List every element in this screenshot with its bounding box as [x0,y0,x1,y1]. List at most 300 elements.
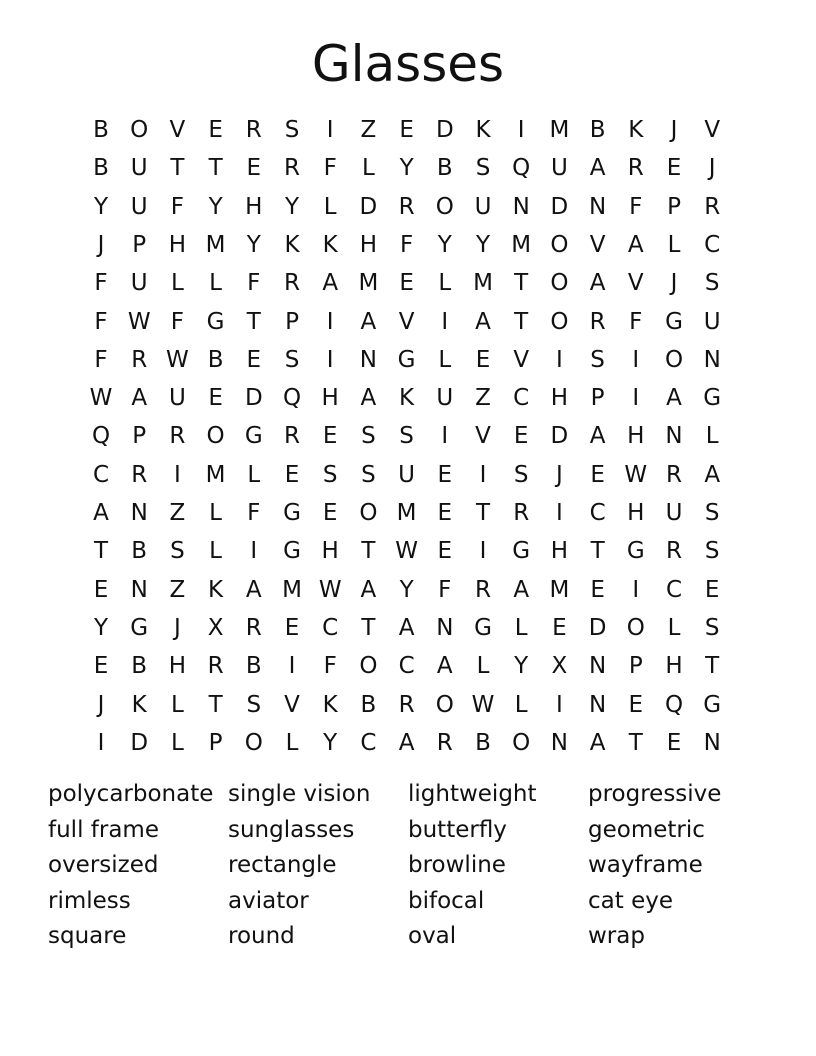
grid-letter: Y [399,576,414,603]
grid-letter: A [93,500,109,526]
grid-letter: G [474,614,492,641]
grid-letter: G [703,385,722,412]
grid-letter: L [170,691,184,718]
grid-letter: S [322,461,338,488]
grid-letter: P [132,231,147,258]
grid-letter: L [667,614,681,641]
grid-letter: I [441,308,449,335]
grid-letter: E [513,423,529,450]
grid-letter: Q [282,385,302,412]
grid-letter: R [284,155,300,182]
grid-letter: F [629,308,643,335]
grid-letter: R [475,576,491,603]
grid-letter: H [321,385,339,412]
grid-letter: E [284,461,300,488]
grid-letter: H [550,538,569,565]
grid-letter: P [208,729,223,756]
grid-letter: R [284,270,300,297]
grid-letter: B [360,691,377,718]
grid-letter: B [207,346,224,373]
grid-letter: J [97,691,105,718]
grid-letter: E [590,576,605,603]
grid-letter: M [511,231,532,258]
grid-letter: T [590,538,605,565]
grid-letter: E [666,729,682,756]
grid-letter: L [247,461,261,488]
grid-letter: M [358,270,379,297]
grid-letter: F [94,270,108,297]
word-item: single vision [228,781,371,807]
grid-letter: C [665,576,683,603]
grid-letter: A [360,576,377,603]
grid-letter: F [629,193,643,220]
grid-letter: A [436,653,453,680]
grid-letter: T [361,614,376,641]
grid-letter: J [173,614,181,641]
word-item: progressive [588,781,722,807]
grid-letter: C [398,653,415,680]
grid-letter: N [130,500,148,526]
grid-letter: P [132,423,147,450]
grid-letter: O [359,653,378,680]
grid-letter: S [246,691,262,718]
grid-letter: W [166,346,189,373]
grid-letter: T [475,500,491,526]
grid-letter: W [395,538,418,565]
word-item: sunglasses [228,816,355,843]
grid-letter: S [704,500,720,526]
grid-letter: N [588,691,607,718]
grid-letter: W [318,576,342,603]
grid-letter: Y [208,193,223,220]
grid-letter: E [208,385,223,412]
grid-letter: M [549,117,570,143]
grid-letter: S [399,423,414,450]
grid-letter: O [206,423,225,450]
word-item: aviator [228,887,309,914]
grid-letter: S [170,538,185,565]
grid-letter: J [555,461,563,488]
grid-letter: U [168,385,186,412]
grid-letter: H [550,385,569,412]
word-item: lightweight [408,781,537,807]
grid-letter: N [703,729,721,756]
grid-letter: E [437,461,453,488]
grid-letter: N [703,346,721,373]
grid-letter: E [437,538,453,565]
grid-letter: U [130,193,148,220]
grid-letter: R [589,308,606,335]
grid-letter: D [550,193,569,220]
grid-letter: Z [475,385,491,412]
word-item: cat eye [588,887,673,914]
grid-letter: I [517,117,525,143]
grid-letter: E [322,423,338,450]
grid-letter: R [131,346,148,373]
grid-letter: Y [93,614,109,641]
grid-letter: G [512,538,531,565]
grid-letter: B [93,155,109,182]
grid-letter: Y [246,231,261,258]
grid-letter: A [589,423,606,450]
grid-letter: G [130,614,149,641]
grid-letter: V [169,117,186,143]
grid-letter: L [361,155,375,182]
grid-letter: O [435,193,454,220]
grid-letter: Y [437,231,452,258]
grid-letter: T [208,155,223,182]
grid-letter: D [588,614,607,641]
grid-letter: M [205,461,226,488]
grid-letter: O [435,691,454,718]
grid-letter: P [590,385,605,412]
grid-letter: O [664,346,684,373]
grid-letter: I [97,729,105,756]
grid-letter: A [666,385,682,412]
grid-letter: W [624,461,648,488]
grid-letter: V [513,346,530,373]
grid-letter: F [399,231,414,258]
grid-letter: R [169,423,186,450]
grid-letter: G [283,538,301,565]
grid-letter: S [475,155,491,182]
grid-letter: S [704,614,720,641]
grid-letter: E [93,653,109,680]
grid-letter: H [168,653,187,680]
word-item: polycarbonate [48,781,214,807]
grid-letter: T [514,308,529,335]
grid-letter: B [131,538,148,565]
grid-letter: W [471,691,495,718]
grid-letter: X [207,614,224,641]
grid-letter: E [322,500,338,526]
grid-letter: P [285,308,299,335]
grid-letter: G [397,346,416,373]
grid-letter: Y [514,653,529,680]
grid-letter: V [475,423,491,450]
grid-letter: U [474,193,492,220]
grid-letter: N [512,193,530,220]
grid-letter: F [438,576,452,603]
grid-letter: A [398,614,415,641]
word-item: wrap [588,923,645,949]
grid-letter: Y [93,193,109,220]
grid-letter: Q [91,423,111,450]
grid-letter: C [704,231,721,258]
grid-letter: N [588,653,607,680]
grid-letter: I [441,423,449,450]
grid-letter: I [632,385,640,412]
grid-letter: B [131,653,148,680]
grid-letter: S [513,461,529,488]
grid-letter: T [170,155,185,182]
grid-letter: S [284,117,300,143]
grid-letter: J [670,117,678,143]
grid-letter: L [170,270,184,297]
grid-letter: E [552,614,567,641]
grid-letter: R [666,538,682,565]
grid-letter: A [589,729,606,756]
grid-letter: A [398,729,415,756]
grid-letter: Z [169,576,186,603]
grid-letter: B [93,117,109,143]
grid-letter: Y [323,729,338,756]
grid-letter: F [247,500,261,526]
grid-letter: S [590,346,605,373]
grid-letter: D [435,117,454,143]
grid-letter: O [130,117,149,143]
grid-letter: I [632,576,640,603]
grid-letter: A [131,385,148,412]
grid-letter: A [475,308,491,335]
grid-letter: R [666,461,682,488]
grid-letter: I [326,346,334,373]
grid-letter: L [323,193,337,220]
grid-letter: S [284,346,300,373]
grid-letter: N [550,729,568,756]
grid-letter: T [246,308,261,335]
grid-letter: Q [664,691,684,718]
grid-letter: I [173,461,181,488]
grid-letter: E [704,576,720,603]
word-item: oval [408,923,457,949]
grid-letter: J [708,155,716,182]
grid-letter: H [665,653,683,680]
grid-letter: S [704,270,720,297]
grid-letter: L [514,614,528,641]
grid-letter: R [245,614,262,641]
grid-letter: O [359,500,378,526]
grid-letter: A [245,576,262,603]
grid-letter: R [627,155,644,182]
grid-letter: I [326,117,334,143]
grid-letter: L [476,653,490,680]
grid-letter: G [703,691,722,718]
grid-letter: G [665,308,683,335]
grid-letter: Y [284,193,300,220]
grid-letter: H [627,423,645,450]
grid-letter: N [436,614,454,641]
grid-letter: D [550,423,569,450]
page-title: Glasses [311,35,505,93]
grid-letter: I [555,346,563,373]
grid-letter: A [322,270,339,297]
grid-letter: M [205,231,226,258]
grid-letter: H [168,231,187,258]
grid-letter: D [244,385,263,412]
grid-letter: I [555,500,563,526]
grid-letter: P [667,193,681,220]
grid-letter: G [626,538,645,565]
grid-letter: M [549,576,570,603]
grid-letter: K [322,691,338,718]
grid-letter: U [436,385,454,412]
grid-letter: Z [169,500,186,526]
grid-letter: L [209,538,222,565]
grid-letter: N [588,193,607,220]
grid-letter: L [667,231,681,258]
word-item: rectangle [228,852,337,878]
grid-letter: T [628,729,643,756]
grid-letter: F [170,308,184,335]
grid-letter: F [323,155,337,182]
grid-letter: J [670,270,678,297]
grid-letter: N [359,346,377,373]
grid-letter: A [627,231,644,258]
grid-letter: F [323,653,337,680]
grid-letter: K [284,231,300,258]
grid-letter: F [170,193,184,220]
grid-letter: R [704,193,721,220]
word-item: bifocal [408,887,485,914]
grid-letter: I [632,346,640,373]
grid-letter: U [130,155,148,182]
grid-letter: R [398,193,415,220]
word-item: oversized [48,852,159,878]
grid-letter: A [360,308,377,335]
grid-letter: S [704,538,720,565]
word-item: round [228,923,295,949]
grid-letter: R [398,691,415,718]
grid-letter: K [628,117,644,143]
grid-letter: Z [360,117,377,143]
grid-letter: C [589,500,606,526]
grid-letter: O [626,614,645,641]
grid-letter: U [550,155,568,182]
grid-letter: C [360,729,377,756]
grid-letter: H [245,193,263,220]
grid-letter: C [92,461,110,488]
grid-letter: C [513,385,530,412]
grid-letter: R [436,729,453,756]
grid-letter: I [326,308,334,335]
grid-letter: G [283,500,301,526]
grid-letter: E [628,691,644,718]
grid-letter: E [590,461,605,488]
grid-letter: B [475,729,491,756]
grid-letter: F [94,308,108,335]
letter-grid [82,111,728,764]
grid-letter: B [245,653,262,680]
grid-letter: I [479,538,487,565]
grid-letter: U [398,461,416,488]
grid-letter: S [361,423,376,450]
grid-letter: I [555,691,563,718]
grid-letter: Y [475,231,491,258]
grid-letter: T [93,538,109,565]
grid-letter: B [589,117,606,143]
grid-letter: O [244,729,263,756]
grid-letter: E [246,346,262,373]
grid-letter: M [396,500,417,526]
grid-letter: M [473,270,493,297]
grid-letter: A [360,385,377,412]
grid-letter: P [628,653,643,680]
grid-letter: F [247,270,261,297]
grid-letter: L [438,346,452,373]
grid-letter: V [398,308,415,335]
grid-letter: O [512,729,531,756]
grid-letter: A [589,270,606,297]
grid-letter: C [322,614,339,641]
word-item: full frame [48,816,159,843]
grid-letter: T [514,270,529,297]
grid-letter: A [513,576,530,603]
grid-letter: L [705,423,719,450]
grid-letter: O [550,231,569,258]
grid-letter: E [666,155,682,182]
grid-letter: U [665,500,683,526]
grid-letter: U [703,308,721,335]
grid-letter: H [627,500,645,526]
grid-letter: A [704,461,721,488]
grid-letter: R [284,423,300,450]
grid-letter: V [589,231,606,258]
grid-letter: E [93,576,109,603]
word-item: square [48,923,127,949]
grid-letter: K [208,576,224,603]
grid-letter: J [97,231,105,258]
grid-letter: E [475,346,491,373]
grid-letter: T [705,653,720,680]
grid-letter: U [130,270,148,297]
grid-letter: E [208,117,223,143]
grid-letter: L [209,270,222,297]
grid-letter: D [359,193,378,220]
grid-letter: E [399,270,414,297]
grid-letter: T [361,538,376,565]
grid-letter: G [206,308,225,335]
grid-letter: K [399,385,415,412]
grid-letter: E [399,117,414,143]
grid-letter: V [284,691,300,718]
grid-letter: K [322,231,338,258]
grid-letter: V [627,270,644,297]
grid-letter: B [436,155,453,182]
word-item: butterfly [408,816,507,843]
grid-letter: N [665,423,683,450]
grid-letter: R [131,461,148,488]
grid-letter: D [130,729,149,756]
grid-letter: N [130,576,148,603]
grid-letter: L [438,270,452,297]
grid-letter: O [550,270,569,297]
grid-letter: R [245,117,262,143]
grid-letter: K [475,117,491,143]
grid-letter: R [207,653,224,680]
word-item: wayframe [588,852,703,878]
grid-letter: G [244,423,263,450]
grid-letter: E [284,614,300,641]
grid-letter: M [282,576,302,603]
grid-letter: I [479,461,487,488]
grid-letter: L [285,729,299,756]
grid-letter: H [321,538,339,565]
grid-letter: O [550,308,569,335]
grid-letter: F [94,346,108,373]
grid-letter: A [589,155,606,182]
grid-letter: R [513,500,530,526]
grid-letter: W [127,308,151,335]
grid-letter: L [170,729,184,756]
grid-letter: X [551,653,568,680]
grid-letter: I [250,538,258,565]
grid-letter: Y [399,155,414,182]
word-item: rimless [48,887,131,914]
grid-letter: E [246,155,262,182]
grid-letter: E [437,500,453,526]
grid-letter: L [514,691,528,718]
